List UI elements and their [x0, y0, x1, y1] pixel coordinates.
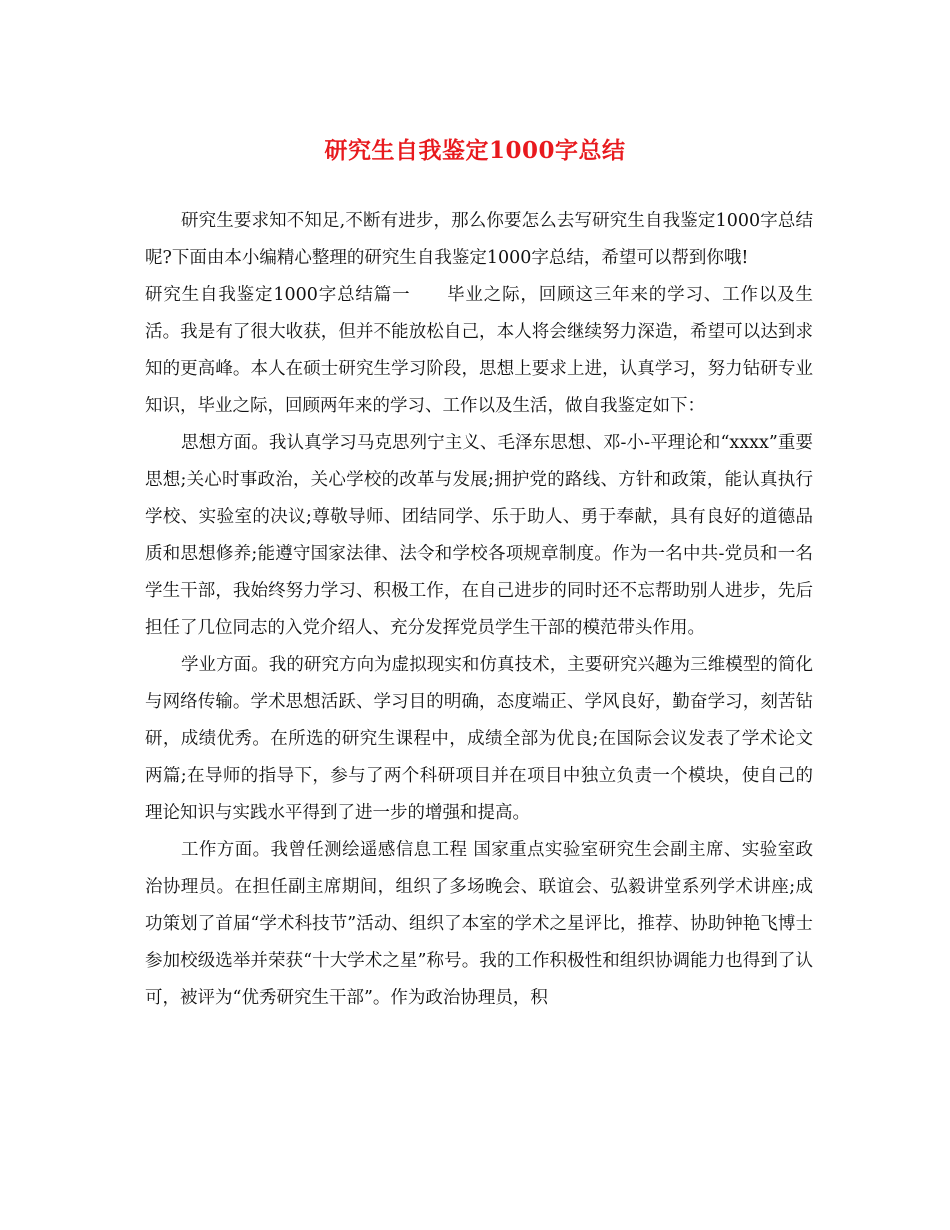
paragraph-intro: 研究生要求知不知足,不断有进步，那么你要怎么去写研究生自我鉴定1000字总结呢?下面由本小编精心整理的研究生自我鉴定1000字总结，希望可以帮到你哦!	[145, 211, 813, 268]
paragraph-part-one: 研究生自我鉴定1000字总结篇一 毕业之际，回顾这三年来的学习、工作以及生活。我是有了很大收获，但并不能放松自己，本人将会继续努力深造，希望可以达到求知的更高峰。本人在硕士研究生学习阶段，思想上要求上进，认真学习，努力钻研专业知识，毕业之际，回顾两年来的学习、工作以及生活，做自我鉴定如下：	[145, 285, 813, 416]
paragraph-work: 工作方面。我曾任测绘遥感信息工程 国家重点实验室研究生会副主席、实验室政治协理员。在担任副主席期间，组织了多场晚会、联谊会、弘毅讲堂系列学术讲座;成功策划了首届“学术科技节”活动、组织了本室的学术之星评比，推荐、协助钟艳飞博士参加校级选举并荣获“十大学术之星”称号。我的工作积极性和组织协调能力也得到了认可，被评为“优秀研究生干部”。作为政治协理员，积	[145, 840, 813, 1008]
document-body	[145, 203, 813, 1017]
paragraph-ideology: 思想方面。我认真学习马克思列宁主义、毛泽东思想、邓-小-平理论和“xxxx”重要思想;关心时事政治，关心学校的改革与发展;拥护党的路线、方针和政策，能认真执行学校、实验室的决议;尊敬导师、团结同学、乐于助人、勇于奉献，具有良好的道德品质和思想修养;能遵守国家法律、法令和学校各项规章制度。作为一名中共-党员和一名学生干部，我始终努力学习、积极工作，在自己进步的同时还不忘帮助别人进步，先后担任了几位同志的入党介绍人、充分发挥党员学生干部的模范带头作用。	[145, 433, 813, 638]
paragraph-academics: 学业方面。我的研究方向为虚拟现实和仿真技术，主要研究兴趣为三维模型的简化与网络传输。学术思想活跃、学习目的明确，态度端正、学风良好，勤奋学习，刻苦钻研，成绩优秀。在所选的研究生课程中，成绩全部为优良;在国际会议发表了学术论文两篇;在导师的指导下，参与了两个科研项目并在项目中独立负责一个模块，使自己的理论知识与实践水平得到了进一步的增强和提高。	[145, 655, 813, 823]
document-title: 研究生自我鉴定1000字总结	[324, 137, 626, 164]
